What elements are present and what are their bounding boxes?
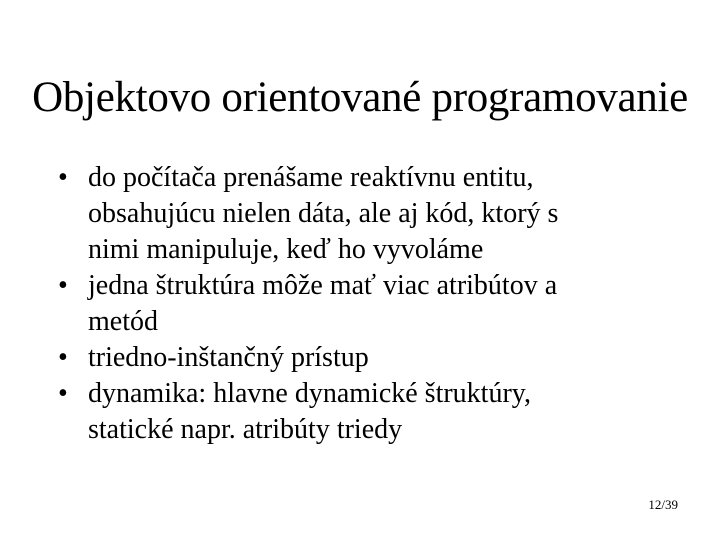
bullet-4-line-1: dynamika: hlavne dynamické štruktúry, [88,378,531,409]
page-number: 12/39 [648,497,678,512]
bullet-dot-icon: • [58,270,68,301]
bullet-1-line-3: nimi manipuluje, keď ho vyvoláme [88,234,484,265]
bullet-item-3 [58,340,678,376]
bullet-item-2 [58,268,678,340]
bullet-dot-icon: • [58,378,68,409]
bullet-dot-icon: • [58,162,68,193]
bullet-dot-icon: • [58,342,68,373]
bullet-1-line-1: do počítača prenášame reaktívnu entitu, [88,162,534,193]
bullet-item-4 [58,376,678,448]
bullet-1-line-2: obsahujúcu nielen dáta, ale aj kód, ktorý s [88,198,559,229]
slide-title: Objektovo orientované programovanie [32,74,688,121]
bullet-2-line-1: jedna štruktúra môže mať viac atribútov a [88,270,558,301]
bullet-4-line-2: statické napr. atribúty triedy [88,414,403,445]
bullet-3-line-1: triedno-inštančný prístup [88,342,369,373]
bullet-item-1 [58,160,678,268]
bullet-2-line-2: metód [88,306,158,337]
bullet-list [58,160,678,448]
